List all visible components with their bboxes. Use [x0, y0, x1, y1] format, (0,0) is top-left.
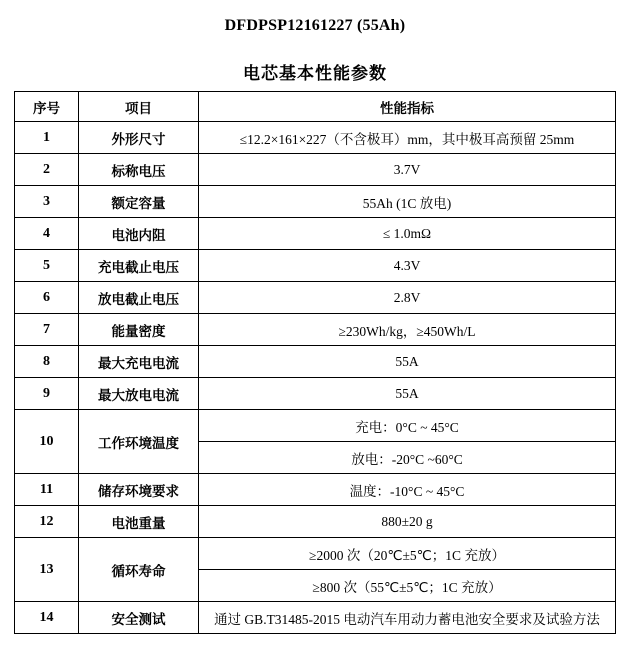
row-item: 电池重量 [79, 506, 199, 538]
row-spec-value: ≥230Wh/kg，≥450Wh/L [199, 314, 616, 346]
row-index: 2 [15, 154, 79, 186]
row-item: 放电截止电压 [79, 282, 199, 314]
row-index: 7 [15, 314, 79, 346]
row-spec-value: ≥800 次（55℃±5℃；1C 充放） [199, 570, 616, 602]
row-index: 5 [15, 250, 79, 282]
row-index: 1 [15, 122, 79, 154]
row-spec-value: 55A [199, 346, 616, 378]
header-item: 项目 [79, 92, 199, 122]
table-row [15, 250, 616, 282]
row-index: 14 [15, 602, 79, 634]
row-item: 能量密度 [79, 314, 199, 346]
table-row [15, 346, 616, 378]
row-index: 9 [15, 378, 79, 410]
spec-table [14, 91, 616, 634]
row-spec-value: ≥2000 次（20℃±5℃；1C 充放） [199, 538, 616, 570]
row-item: 外形尺寸 [79, 122, 199, 154]
table-header-row [15, 92, 616, 122]
table-row [15, 474, 616, 506]
spec-table-body [15, 92, 616, 634]
row-item: 电池内阻 [79, 218, 199, 250]
row-item: 充电截止电压 [79, 250, 199, 282]
row-index: 11 [15, 474, 79, 506]
row-index: 6 [15, 282, 79, 314]
header-index: 序号 [15, 92, 79, 122]
row-item: 工作环境温度 [79, 410, 199, 474]
row-spec-value: ≤12.2×161×227（不含极耳）mm，其中极耳高预留 25mm [199, 122, 616, 154]
row-spec-value: 880±20 g [199, 506, 616, 538]
table-row [15, 506, 616, 538]
row-index: 13 [15, 538, 79, 602]
row-spec-value: ≤ 1.0mΩ [199, 218, 616, 250]
row-item: 标称电压 [79, 154, 199, 186]
row-item: 额定容量 [79, 186, 199, 218]
table-row [15, 378, 616, 410]
table-row [15, 282, 616, 314]
table-row [15, 218, 616, 250]
table-row [15, 122, 616, 154]
row-index: 12 [15, 506, 79, 538]
row-index: 10 [15, 410, 79, 474]
table-row [15, 602, 616, 634]
table-row [15, 538, 616, 570]
document-title: DFDPSP12161227 (55Ah) [224, 17, 406, 34]
row-index: 4 [15, 218, 79, 250]
row-spec-value: 4.3V [199, 250, 616, 282]
row-spec-value: 3.7V [199, 154, 616, 186]
table-row [15, 186, 616, 218]
row-spec-value: 2.8V [199, 282, 616, 314]
header-spec: 性能指标 [199, 92, 616, 122]
table-row [15, 154, 616, 186]
row-spec-value: 充电：0°C ~ 45°C [199, 410, 616, 442]
row-spec-value: 55Ah (1C 放电) [199, 186, 616, 218]
table-row [15, 314, 616, 346]
row-index: 8 [15, 346, 79, 378]
row-item: 储存环境要求 [79, 474, 199, 506]
row-spec-value: 温度：-10°C ~ 45°C [199, 474, 616, 506]
row-item: 循环寿命 [79, 538, 199, 602]
row-item: 安全测试 [79, 602, 199, 634]
row-item: 最大放电电流 [79, 378, 199, 410]
document-subtitle: 电芯基本性能参数 [243, 64, 387, 84]
row-spec-value: 55A [199, 378, 616, 410]
row-spec-value: 放电：-20°C ~60°C [199, 442, 616, 474]
table-row [15, 410, 616, 442]
row-item: 最大充电电流 [79, 346, 199, 378]
row-spec-value: 通过 GB.T31485-2015 电动汽车用动力蓄电池安全要求及试验方法 [199, 602, 616, 634]
row-index: 3 [15, 186, 79, 218]
